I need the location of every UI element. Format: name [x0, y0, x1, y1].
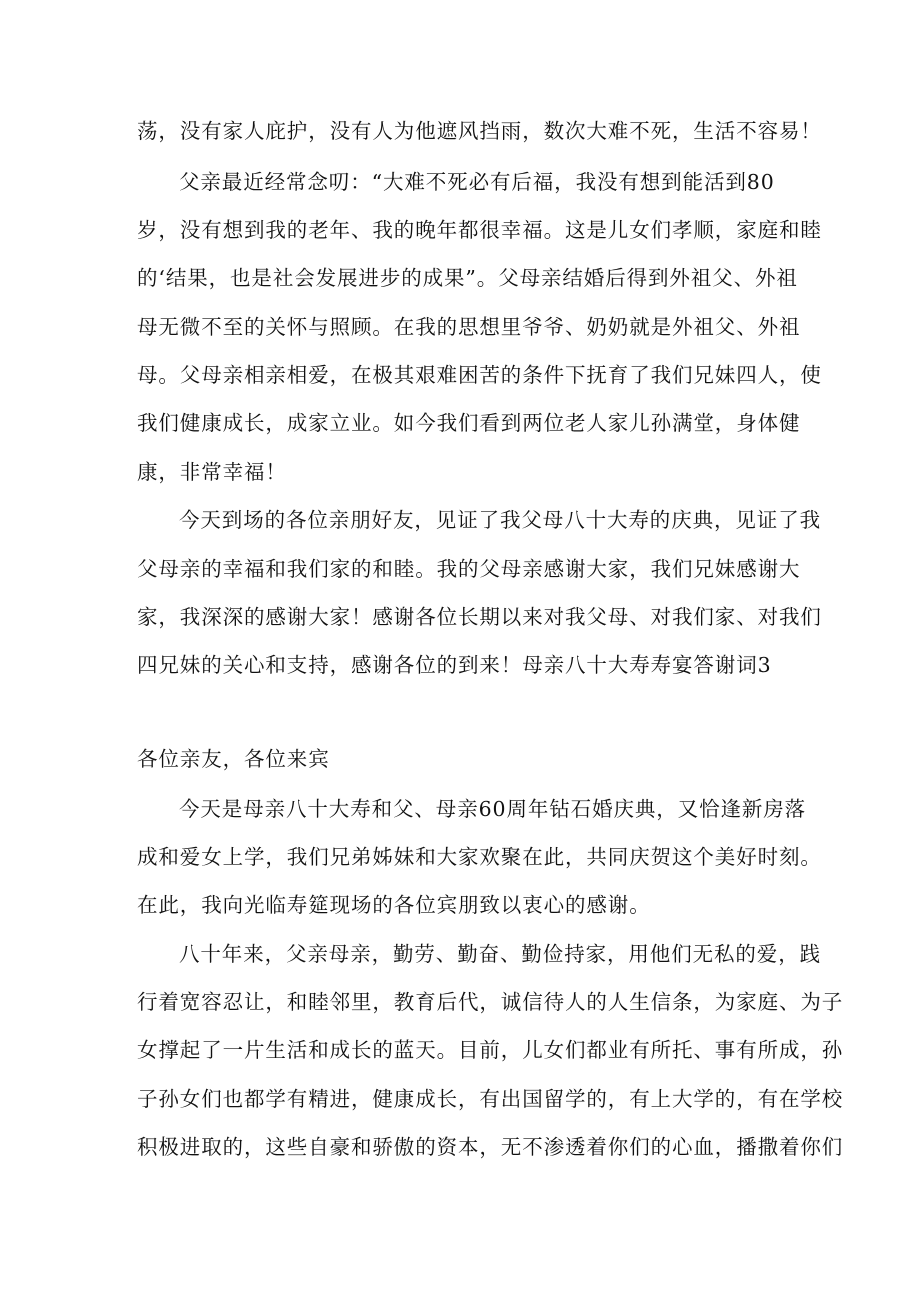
salutation: 各位亲友，各位来宾 [137, 747, 330, 771]
text-line: 父母亲的幸福和我们家的和睦。我的父母亲感谢大家，我们兄妹感谢大 [137, 557, 801, 581]
text-line: 的‘结果，也是社会发展进步的成果”。父母亲结婚后得到外祖父、外祖 [137, 266, 798, 290]
text-line: 我们健康成长，成家立业。如今我们看到两位老人家儿孙满堂，身体健 [137, 411, 801, 435]
text-line: 母。父母亲相亲相爱，在极其艰难困苦的条件下抚育了我们兄妹四人，使 [137, 363, 822, 387]
text-line: 今天是母亲八十大寿和父、母亲60周年钻石婚庆典，又恰逢新房落 [179, 797, 807, 821]
text-line: 四兄妹的关心和支持，感谢各位的到来！母亲八十大寿寿宴答谢词3 [137, 653, 772, 677]
text-line: 成和爱女上学，我们兄弟姊妹和大家欢聚在此，共同庆贺这个美好时刻。 [137, 845, 822, 869]
text-line: 今天到场的各位亲朋好友，见证了我父母八十大寿的庆典，见证了我 [179, 508, 821, 532]
text-line: 康，非常幸福！ [137, 460, 287, 484]
text-line: 八十年来，父亲母亲，勤劳、勤奋、勤俭持家，用他们无私的爱，践 [179, 942, 821, 966]
text-line: 子孙女们也都学有精进，健康成长，有出国留学的，有上大学的，有在学校 [137, 1087, 844, 1111]
text-line: 行着宽容忍让，和睦邻里，教育后代，诚信待人的人生信条，为家庭、为子 [137, 990, 844, 1014]
text-line: 岁，没有想到我的老年、我的晚年都很幸福。这是儿女们孝顺，家庭和睦 [137, 218, 822, 242]
text-line: 积极进取的，这些自豪和骄傲的资本，无不渗透着你们的心血，播撒着你们 [137, 1135, 844, 1159]
text-line: 父亲最近经常念叨：“大难不死必有后福，我没有想到能活到80 [179, 170, 775, 194]
text-line: 母无微不至的关怀与照顾。在我的思想里爷爷、奶奶就是外祖父、外祖 [137, 315, 801, 339]
text-line: 荡，没有家人庇护，没有人为他遮风挡雨，数次大难不死，生活不容易！ [137, 119, 822, 143]
text-line: 在此，我向光临寿筵现场的各位宾朋致以衷心的感谢。 [137, 893, 651, 917]
text-line: 家，我深深的感谢大家！感谢各位长期以来对我父母、对我们家、对我们 [137, 605, 822, 629]
text-line: 女撑起了一片生活和成长的蓝天。目前，儿女们都业有所托、事有所成，孙 [137, 1038, 844, 1062]
